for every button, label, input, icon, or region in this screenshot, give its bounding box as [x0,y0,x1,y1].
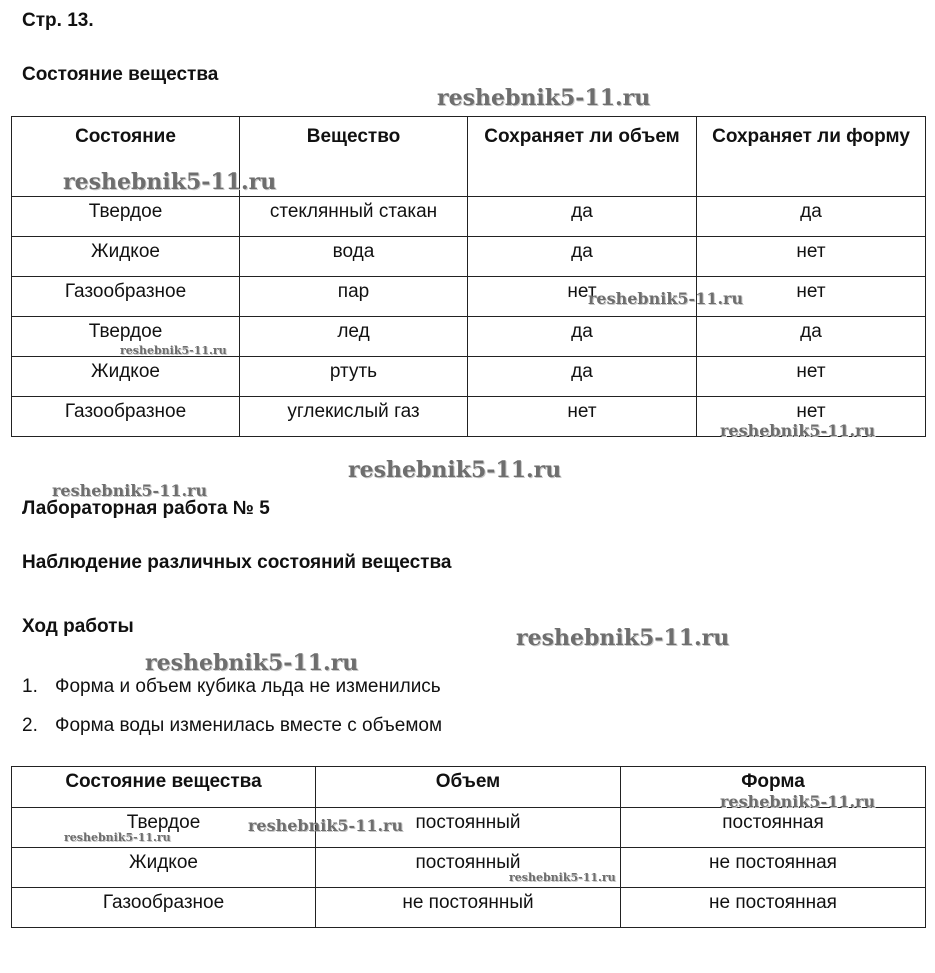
cell-state: Жидкое [12,848,316,888]
cell-state: Жидкое [12,237,240,277]
step-text: Форма воды изменилась вместе с объемом [55,715,443,736]
table-row [12,848,926,888]
cell-shape: да [697,317,926,357]
header-substance: Вещество [240,117,468,197]
table-row [12,277,926,317]
step-number: 2. [22,715,38,736]
cell-state: Твердое [12,317,240,357]
cell-substance: стеклянный стакан [240,197,468,237]
cell-state: Газообразное [12,888,316,928]
watermark: reshebnik5-11.ru [720,421,876,440]
table-row [12,888,926,928]
cell-volume: не постоянный [316,888,621,928]
watermark: reshebnik5-11.ru [720,792,876,811]
list-item [22,712,442,751]
watermark: reshebnik5-11.ru [248,816,404,835]
cell-state: Твердое [12,808,316,848]
cell-state: Газообразное [12,277,240,317]
watermark: reshebnik5-11.ru [63,169,277,195]
cell-shape: постоянная [621,808,926,848]
table-row [12,237,926,277]
steps-list [22,673,442,751]
watermark: reshebnik5-11.ru [348,457,562,483]
cell-shape: нет [697,237,926,277]
step-text: Форма и объем кубика льда не изменились [55,676,441,697]
section-title: Состояние вещества [22,64,219,85]
list-item [22,673,442,712]
cell-volume: постоянный [316,808,621,848]
watermark: reshebnik5-11.ru [64,831,171,844]
page-label: Стр. 13. [22,10,94,31]
states-table [11,116,926,437]
progress-title: Ход работы [22,616,134,637]
cell-state: Жидкое [12,357,240,397]
cell-shape: нет [697,357,926,397]
header-keeps-volume: Сохраняет ли объем [468,117,697,197]
table-row [12,357,926,397]
header-state: Состояние вещества [12,767,316,808]
cell-volume: да [468,317,697,357]
watermark: reshebnik5-11.ru [516,625,730,651]
cell-shape: да [697,197,926,237]
cell-volume: да [468,237,697,277]
cell-volume: да [468,197,697,237]
lab-subtitle: Наблюдение различных состояний вещества [22,552,452,573]
watermark: reshebnik5-11.ru [145,650,359,676]
cell-substance: ртуть [240,357,468,397]
watermark: reshebnik5-11.ru [437,85,651,111]
watermark: reshebnik5-11.ru [52,481,208,500]
watermark: reshebnik5-11.ru [588,289,744,308]
cell-state: Твердое [12,197,240,237]
header-volume: Объем [316,767,621,808]
cell-shape: нет [697,277,926,317]
cell-substance: пар [240,277,468,317]
cell-shape: нет [697,397,926,437]
cell-substance: вода [240,237,468,277]
cell-shape: не постоянная [621,888,926,928]
watermark: reshebnik5-11.ru [120,344,227,357]
step-number: 1. [22,676,38,697]
cell-volume: нет [468,397,697,437]
header-keeps-shape: Сохраняет ли форму [697,117,926,197]
lab-title: Лабораторная работа № 5 [22,498,270,519]
cell-state: Газообразное [12,397,240,437]
cell-volume: нет [468,277,697,317]
cell-substance: углекислый газ [240,397,468,437]
cell-shape: не постоянная [621,848,926,888]
observations-table [11,766,926,928]
cell-substance: лед [240,317,468,357]
cell-volume: постоянный [316,848,621,888]
watermark: reshebnik5-11.ru [509,871,616,884]
header-shape: Форма [621,767,926,808]
header-state: Состояние [12,117,240,197]
table-row [12,197,926,237]
cell-volume: да [468,357,697,397]
